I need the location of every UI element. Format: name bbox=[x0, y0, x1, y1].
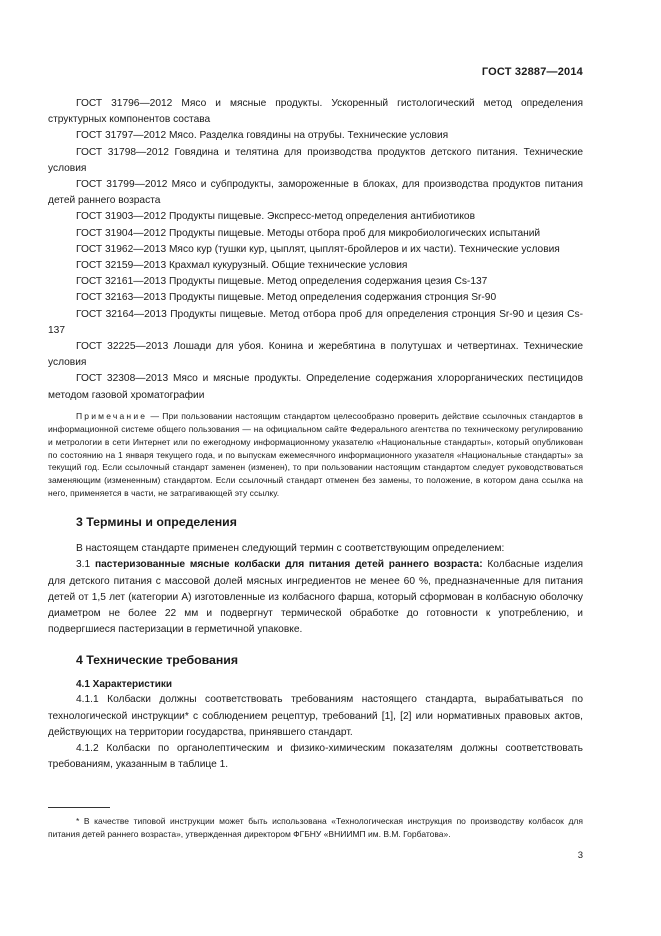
reference-item: ГОСТ 31796—2012 Мясо и мясные продукты. Ускоренный гистологический метод определения структурных компонентов состава bbox=[48, 98, 583, 126]
note-text: — При пользовании настоящим стандартом целесообразно проверить действие ссылочных стандартов в информационной системе общего пользования — на официальном сайте Федерального агентства по техническому регулированию и метрологии в сети Интернет или по ежегодному информационному указателю «Национальные стандарты», который опубликован по состоянию на 1 января текущего года, и по выпускам ежемесячного информационного указателя «Национальные стандарты» за текущий год. Если ссылочный стандарт заменен (изменен), то при пользовании настоящим стандартом следует руководствоваться заменяющим (измененным) стандартом. Если ссылочный стандарт отменен без замены, то положение, в котором дана ссылка на него, применяется в части, не затрагивающей эту ссылку. bbox=[48, 410, 583, 499]
clause-4-1-1: 4.1.1 Колбаски должны соответствовать требованиям настоящего стандарта, вырабатываться по технологической инструкции* с соблюдением рецептур, требований [1], [2] или нормативных правовых актов, действующих на территории государства, принявшего стандарт. bbox=[48, 694, 583, 738]
reference-item: ГОСТ 31962—2013 Мясо кур (тушки кур, цыплят, цыплят-бройлеров и их части). Технические условия bbox=[76, 243, 560, 255]
references-note bbox=[48, 410, 583, 500]
reference-item: ГОСТ 32225—2013 Лошади для убоя. Конина и жеребятина в полутушах и четвертинах. Технические условия bbox=[48, 341, 583, 369]
clause-4-1-2: 4.1.2 Колбаски по органолептическим и физико-химическим показателям должны соответствовать требованиям, указанным в таблице 1. bbox=[48, 743, 583, 771]
reference-item: ГОСТ 31799—2012 Мясо и субпродукты, замороженные в блоках, для производства продуктов питания детей раннего возраста bbox=[48, 179, 583, 207]
reference-item: ГОСТ 31903—2012 Продукты пищевые. Экспресс-метод определения антибиотиков bbox=[76, 211, 475, 223]
footnote: * В качестве типовой инструкции может быть использована «Технологическая инструкция по производству колбасок для питания детей раннего возраста», утвержденная директором ФГБНУ «ВНИИМП им. В.М. Горбатова». bbox=[48, 816, 583, 839]
term-definition-text: Колбасные изделия для детского питания с массовой долей мясных ингредиентов не менее 60 %, предназначенные для питания детей от 1,5 лет (категории А) изготовленные из колбасного фарша, который сформован в колбасную оболочку диаметром не более 22 мм и подвергнут термической обработке до готовности к употреблению, и подвергшиеся пастеризации в герметичной упаковке. bbox=[48, 559, 583, 636]
section-4-title: 4 Технические требования bbox=[76, 653, 238, 668]
section-3-title: 3 Термины и определения bbox=[76, 515, 237, 530]
reference-item: ГОСТ 32159—2013 Крахмал кукурузный. Общие технические условия bbox=[76, 260, 408, 272]
footnote-divider bbox=[48, 807, 110, 808]
reference-item: ГОСТ 32161—2013 Продукты пищевые. Метод определения содержания цезия Cs-137 bbox=[76, 276, 488, 288]
term-name: пастеризованные мясные колбаски для питания детей раннего возраста: bbox=[94, 559, 483, 571]
reference-item: ГОСТ 31798—2012 Говядина и телятина для производства продуктов детского питания. Технические условия bbox=[48, 146, 583, 174]
subsection-4-1-title: 4.1 Характеристики bbox=[76, 679, 173, 691]
normative-references-list bbox=[48, 96, 583, 404]
section-3-intro: В настоящем стандарте применен следующий термин с соответствующим определением: bbox=[76, 543, 505, 555]
term-number: 3.1 bbox=[76, 559, 91, 571]
reference-item: ГОСТ 32163—2013 Продукты пищевые. Метод определения содержания стронция Sr-90 bbox=[76, 292, 497, 304]
note-label: Примечание bbox=[76, 410, 148, 421]
document-id-header: ГОСТ 32887—2014 bbox=[481, 66, 583, 78]
page-number: 3 bbox=[577, 850, 583, 861]
reference-item: ГОСТ 31797—2012 Мясо. Разделка говядины на отрубы. Технические условия bbox=[76, 130, 449, 142]
reference-item: ГОСТ 32164—2013 Продукты пищевые. Метод отбора проб для определения стронция Sr-90 и цезия Cs-137 bbox=[48, 308, 583, 336]
page-content bbox=[48, 96, 583, 773]
reference-item: ГОСТ 31904—2012 Продукты пищевые. Методы отбора проб для микробиологических испытаний bbox=[76, 227, 541, 239]
term-definition bbox=[48, 557, 583, 638]
reference-item: ГОСТ 32308—2013 Мясо и мясные продукты. Определение содержания хлорорганических пестицидов методом газовой хроматографии bbox=[48, 373, 583, 401]
